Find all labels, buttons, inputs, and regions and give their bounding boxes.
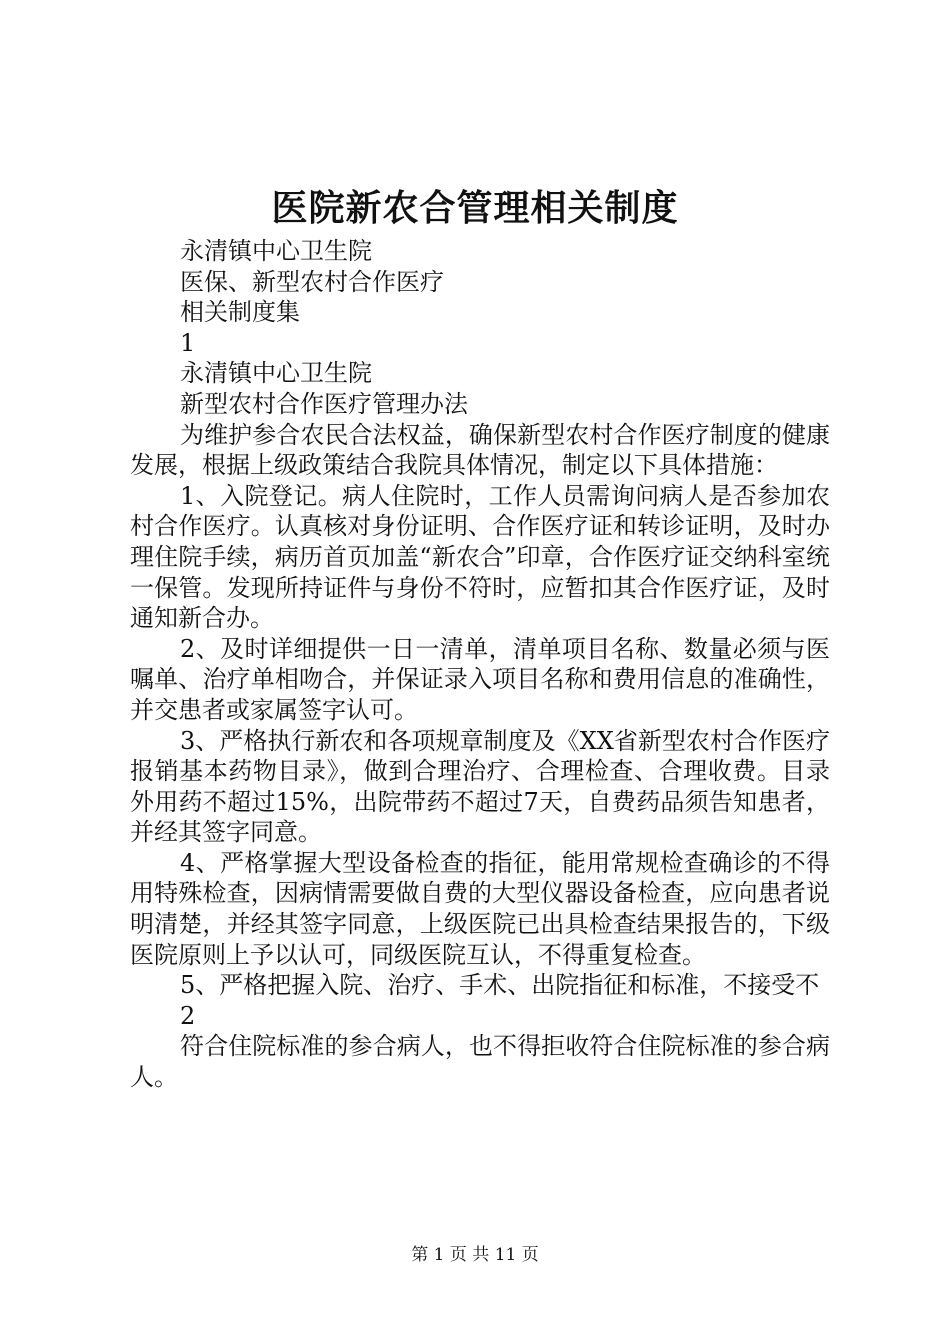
continuation-paragraph: 符合住院标准的参合病人，也不得拒收符合住院标准的参合病人。 [130, 1032, 830, 1092]
header-line: 永清镇中心卫生院 [180, 237, 372, 265]
intro-paragraph: 为维护参合农民合法权益，确保新型农村合作医疗制度的健康发展，根据上级政策结合我院具体情况，制定以下具体措施： [130, 420, 830, 480]
rule-paragraph-5: 5、严格把握入院、治疗、手术、出院指征和标准，不接受不 [180, 971, 820, 1000]
document-body [130, 236, 830, 1093]
header-line: 永清镇中心卫生院 [180, 359, 372, 388]
header-line: 医保、新型农村合作医疗 [180, 267, 444, 296]
header-line: 相关制度集 [180, 298, 300, 327]
page-footer: 第 1 页 共 11 页 [411, 1245, 539, 1265]
document-title: 医院新农合管理相关制度 [271, 187, 679, 229]
rule-paragraph-2: 2、及时详细提供一日一清单，清单项目名称、数量必须与医嘱单、治疗单相吻合，并保证录入项目名称和费用信息的准确性，并交患者或家属签字认可。 [130, 634, 830, 724]
page-number-marker: 2 [180, 1001, 196, 1030]
rule-paragraph-3: 3、严格执行新农和各项规章制度及《XX省新型农村合作医疗报销基本药物目录》，做到合理治疗、合理检查、合理收费。目录外用药不超过15%，出院带药不超过7天，自费药品须告知患者，并经其签字同意。 [130, 726, 830, 847]
rule-paragraph-4: 4、严格掌握大型设备检查的指征，能用常规检查确诊的不得用特殊检查，因病情需要做自费的大型仪器设备检查，应向患者说明清楚，并经其签字同意，上级医院已出具检查结果报告的，下级医院原则上予以认可，同级医院互认，不得重复检查。 [130, 848, 830, 969]
section-heading: 新型农村合作医疗管理办法 [180, 389, 468, 418]
page-number-marker: 1 [180, 328, 196, 357]
rule-paragraph-1: 1、入院登记。病人住院时，工作人员需询问病人是否参加农村合作医疗。认真核对身份证明、合作医疗证和转诊证明，及时办理住院手续，病历首页加盖“新农合”印章，合作医疗证交纳科室统一保管。发现所持证件与身份不符时，应暂扣其合作医疗证，及时通知新合办。 [130, 481, 830, 633]
